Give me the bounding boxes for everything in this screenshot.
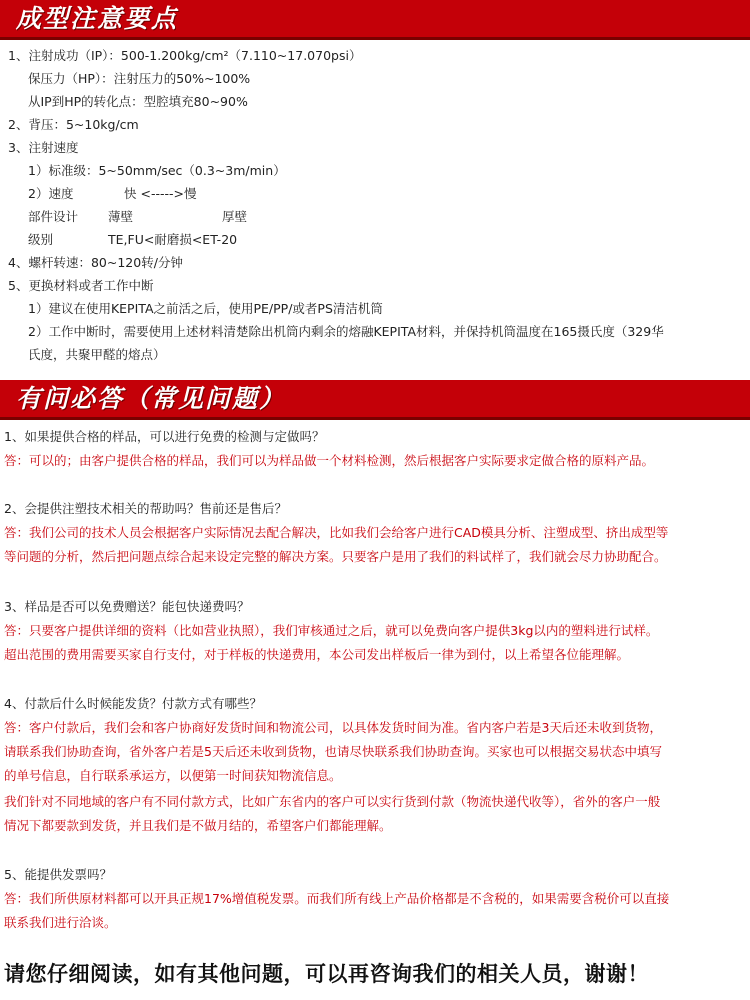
faq-answer: 答：只要客户提供详细的资料（比如营业执照），我们审核通过之后，就可以免费向客户提供3kg以内的塑料进行试样。 — [4, 623, 659, 638]
section-banner-faq — [0, 380, 750, 420]
faq-answer: 等问题的分析，然后把问题点综合起来设定完整的解决方案。只要客户是用了我们的料试样了，我们就会尽力协助配合。 — [4, 549, 667, 564]
faq-answer: 超出范围的费用需要买家自行支付，对于样板的快递费用，本公司发出样板后一律为到付，以上希望各位能理解。 — [4, 647, 630, 662]
text-line: 薄壁 — [108, 209, 134, 224]
faq-question: 3、样品是否可以免费赠送？能包快递费吗？ — [4, 599, 250, 614]
faq-answer: 答：我们所供原材料都可以开具正规17%增值税发票。而我们所有线上产品价格都是不含税的，如果需要含税价可以直接 — [4, 891, 670, 906]
text-line: 厚壁 — [222, 209, 248, 224]
faq-answer: 的单号信息，自行联系承运方，以便第一时间获知物流信息。 — [4, 768, 342, 783]
text-line: 1）建议在使用KEPITA之前活之后，使用PE/PP/或者PS清洁机筒 — [28, 301, 383, 316]
faq-answer: 答：我们公司的技术人员会根据客户实际情况去配合解决，比如我们会给客户进行CAD模具分析、注塑成型、挤出成型等 — [4, 525, 669, 540]
text-line: 级别 — [28, 232, 54, 247]
faq-question: 4、付款后什么时候能发货？付款方式有哪些？ — [4, 696, 262, 711]
text-line: 保压力（HP）：注射压力的50%~100% — [28, 71, 251, 86]
faq-question: 5、能提供发票吗？ — [4, 867, 112, 882]
text-line: 快 <----->慢 — [124, 186, 197, 201]
text-line: 4、螺杆转速：80~120转/分钟 — [8, 255, 183, 270]
text-line: 2）速度 — [28, 186, 74, 201]
text-line: 1）标准级：5~50mm/sec（0.3~3m/min） — [28, 163, 286, 178]
section-title: 成型注意要点 — [16, 4, 179, 33]
faq-question: 1、如果提供合格的样品，可以进行免费的检测与定做吗？ — [4, 429, 325, 444]
faq-answer: 请联系我们协助查询，省外客户若是5天后还未收到货物，也请尽快联系我们协助查询。买家也可以根据交易状态中填写 — [4, 744, 662, 759]
faq-answer: 答：可以的；由客户提供合格的样品，我们可以为样品做一个材料检测，然后根据客户实际要求定做合格的原料产品。 — [4, 453, 655, 468]
faq-question: 2、会提供注塑技术相关的帮助吗？售前还是售后？ — [4, 501, 287, 516]
footer-note: 请您仔细阅读，如有其他问题，可以再咨询我们的相关人员，谢谢！ — [4, 962, 649, 986]
text-line: 2、背压：5~10kg/cm — [8, 117, 139, 132]
faq-answer: 联系我们进行洽谈。 — [4, 915, 117, 930]
text-line: 氏度，共聚甲醛的熔点） — [28, 347, 166, 362]
text-line: 2）工作中断时，需要使用上述材料清楚除出机筒内剩余的熔融KEPITA材料，并保持机筒温度在165摄氏度（329华 — [28, 324, 664, 339]
faq-answer: 我们针对不同地域的客户有不同付款方式，比如广东省内的客户可以实行货到付款（物流快递代收等），省外的客户一般 — [4, 794, 661, 809]
faq-answer: 情况下都要款到发货，并且我们是不做月结的，希望客户们都能理解。 — [4, 818, 392, 833]
text-line: 5、更换材料或者工作中断 — [8, 278, 154, 293]
section-title: 有问必答（常见问题） — [16, 384, 287, 413]
faq-answer: 答：客户付款后，我们会和客户协商好发货时间和物流公司，以具体发货时间为准。省内客户若是3天后还未收到货物， — [4, 720, 662, 735]
text-line: 3、注射速度 — [8, 140, 79, 155]
text-line: TE,FU<耐磨损<ET-20 — [108, 232, 238, 247]
text-line: 从IP到HP的转化点：型腔填充80~90% — [28, 94, 248, 109]
text-line: 1、注射成功（IP）：500-1.200kg/cm²（7.110~17.070psi） — [8, 48, 362, 63]
section-banner-precautions — [0, 0, 750, 40]
text-line: 部件设计 — [28, 209, 79, 224]
